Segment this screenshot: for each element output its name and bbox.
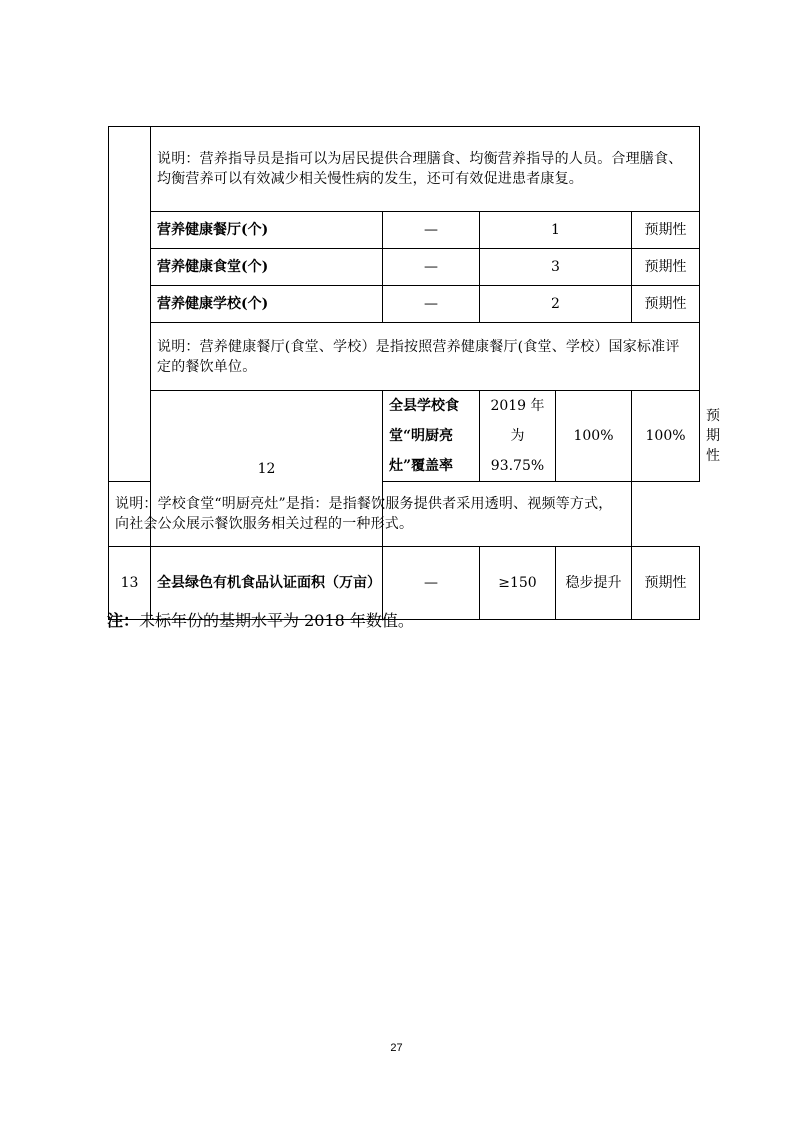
- table-footnote: [107, 608, 414, 634]
- page-number: 27: [390, 1042, 403, 1054]
- nutrition-guide-note: 说明：营养指导员是指可以为居民提供合理膳食、均衡营养指导的人员。合理膳食、均衡营养可以有效减少相关慢性病的发生，还可有效促进患者康复。: [151, 127, 700, 212]
- row-number-cell-continued: [109, 127, 151, 482]
- indicator-name: 全县绿色有机食品认证面积（万亩）: [151, 547, 383, 620]
- base-value: —: [383, 547, 480, 620]
- table-row: [109, 212, 700, 249]
- table-row: [109, 127, 700, 212]
- target-value: 2: [480, 286, 632, 323]
- target-value-2025: 稳步提升: [556, 547, 632, 620]
- table-row: [109, 323, 700, 391]
- healthy-restaurant-note: 说明：营养健康餐厅(食堂、学校）是指按照营养健康餐厅(食堂、学校）国家标准评定的餐饮单位。: [151, 323, 700, 391]
- base-value: —: [383, 286, 480, 323]
- base-value: —: [383, 249, 480, 286]
- indicator-name: 全县学校食堂“明厨亮灶”覆盖率: [383, 391, 480, 482]
- target-value-2020: ≥150: [480, 547, 556, 620]
- target-value: 3: [480, 249, 632, 286]
- table-row: [109, 482, 700, 547]
- indicator-name: 营养健康学校(个): [151, 286, 383, 323]
- row-number: 13: [109, 547, 151, 620]
- indicator-type: 预期性: [632, 249, 700, 286]
- indicator-table: [108, 126, 721, 620]
- indicator-type: 预期性: [632, 212, 700, 249]
- target-value: 1: [480, 212, 632, 249]
- indicator-type: 预期性: [632, 286, 700, 323]
- target-value-2020: 100%: [556, 391, 632, 482]
- table-row: [109, 286, 700, 323]
- footnote-text: 未标年份的基期水平为 2018 年数值。: [139, 611, 414, 630]
- indicator-name: 营养健康食堂(个): [151, 249, 383, 286]
- bright-kitchen-note: 说明：学校食堂“明厨亮灶”是指：是指餐饮服务提供者采用透明、视频等方式，向社会公众展示餐饮服务相关过程的一种形式。: [109, 482, 632, 547]
- row-number: 12: [151, 391, 383, 547]
- table-row: 12 全县学校食堂“明厨亮灶”覆盖率 2019 年为 93.75% 100% 100% 预期性: [109, 391, 700, 482]
- base-value: 2019 年为 93.75%: [480, 391, 556, 482]
- target-value-2025: 100%: [632, 391, 700, 482]
- table-row: [109, 249, 700, 286]
- base-value: —: [383, 212, 480, 249]
- indicator-name: 营养健康餐厅(个): [151, 212, 383, 249]
- indicator-type: 预期性: [632, 547, 700, 620]
- footnote-label: 注：: [107, 611, 140, 630]
